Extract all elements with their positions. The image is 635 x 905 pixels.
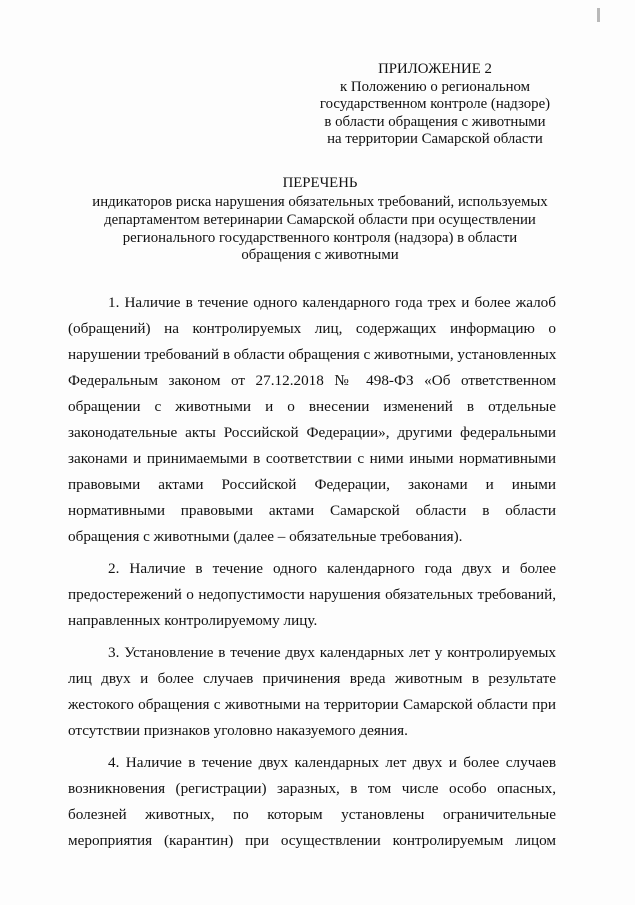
text-line: 2. Наличие в течение одного календарного года двух и более [108,560,556,577]
appendix-line: к Положению о региональном [340,78,530,95]
document-body [68,290,556,854]
paragraph-2 [68,556,556,634]
text-line: предостережений о недопустимости нарушения обязательных требований, [68,586,556,603]
appendix-heading: ПРИЛОЖЕНИЕ 2 [378,61,492,77]
paragraph-1 [68,290,556,550]
appendix-line: государственном контроле (надзоре) [319,96,551,113]
paragraph-3 [68,640,556,744]
text-line: отсутствии признаков уголовно наказуемого деяния. [68,722,408,739]
document-subtitle [70,194,570,265]
text-line: жестокого обращения с животными на территории Самарской области при [68,696,556,713]
text-line: законодательные акты Российской Федерации», другими федеральными [68,424,556,441]
text-line: правовыми актами Российской Федерации, законами и иными [68,476,556,493]
subtitle-line: обращения с животными [241,247,399,264]
appendix-line: в области обращения с животными [324,113,546,130]
text-line: возникновения (регистрации) заразных, в том числе особо опасных, [68,780,556,797]
text-line: нарушении требований в области обращения с животными, установленных [68,346,557,363]
text-line: законами и принимаемыми в соответствии с ними иными нормативными [68,450,556,467]
subtitle-line: регионального государственного контроля (надзора) в области [122,229,518,246]
text-line: лиц двух и более случаев причинения вреда животным в результате [68,670,556,687]
text-line: (обращений) на контролируемых лиц, содержащих информацию о [68,320,556,337]
text-line: направленных контролируемому лицу. [68,612,318,629]
text-line: 4. Наличие в течение двух календарных лет двух и более случаев [108,754,556,771]
text-line: Федеральным законом от 27.12.2018 № 498-ФЗ «Об ответственном [68,372,556,389]
appendix-block [300,61,570,149]
text-line: мероприятия (карантин) при осуществлении контролируемым лицом [68,832,556,849]
paragraph-4 [68,750,556,854]
text-line: обращении с животными и о внесении изменений в отдельные [68,398,556,415]
text-line: обращения с животными (далее – обязательные требования). [68,528,463,545]
document-title: ПЕРЕЧЕНЬ [282,175,358,191]
text-line: 3. Установление в течение двух календарных лет у контролируемых [108,644,556,661]
text-line: 1. Наличие в течение одного календарного года трех и более жалоб [108,294,556,311]
scan-mark [597,8,600,22]
subtitle-line: департаментом ветеринарии Самарской области при осуществлении [104,211,536,228]
text-line: болезней животных, по которым установлены ограничительные [68,806,556,823]
text-line: нормативными правовыми актами Самарской области в области [68,502,556,519]
subtitle-line: индикаторов риска нарушения обязательных требований, используемых [92,194,548,210]
appendix-line: на территории Самарской области [327,131,543,148]
